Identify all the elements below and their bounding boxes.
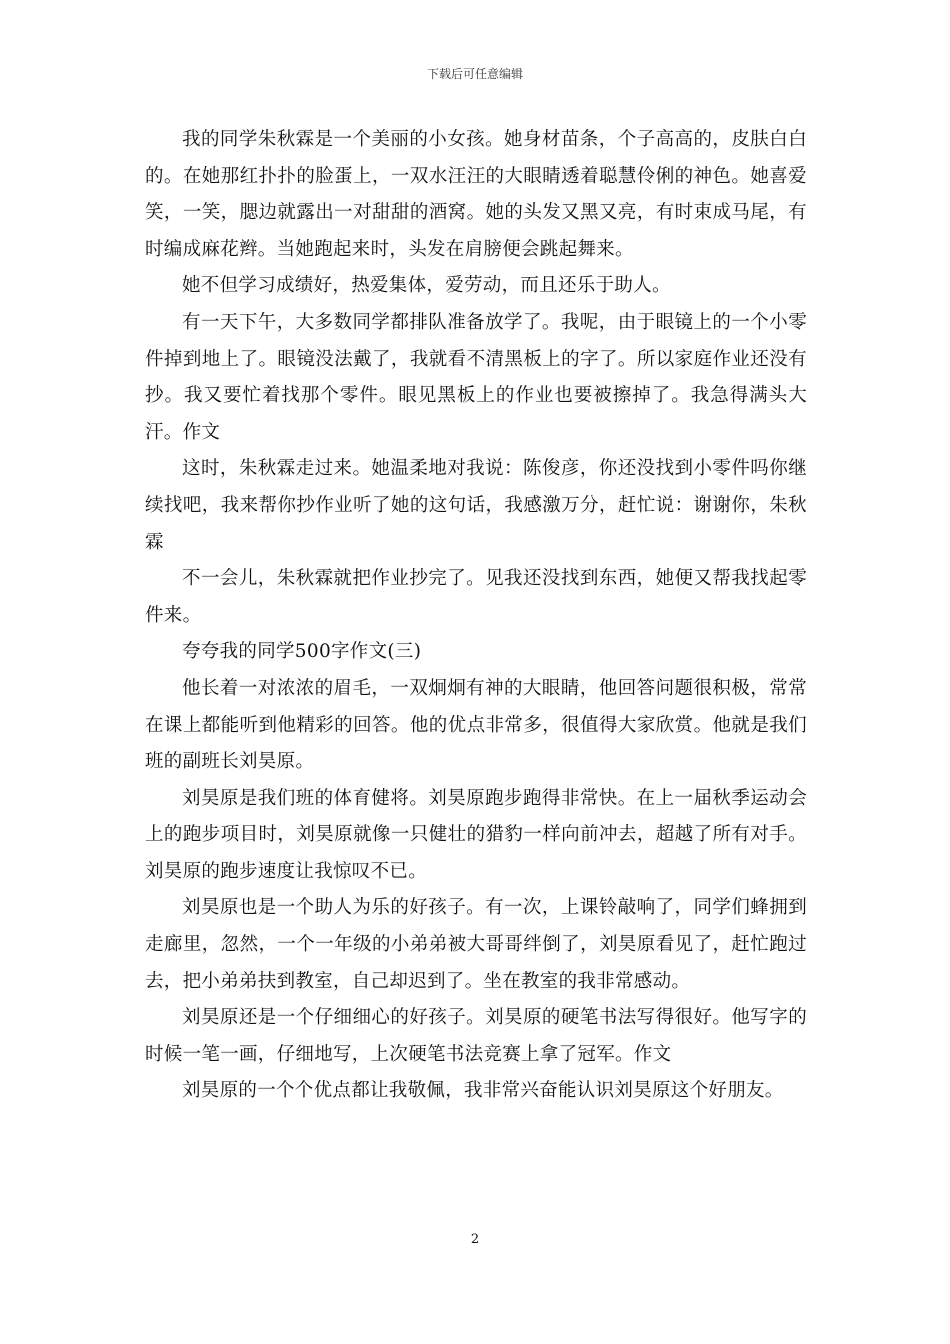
paragraph: 不一会儿，朱秋霖就把作业抄完了。见我还没找到东西，她便又帮我找起零件来。	[145, 568, 807, 626]
paragraph: 刘昊原的一个个优点都让我敬佩，我非常兴奋能认识刘昊原这个好朋友。	[182, 1080, 784, 1102]
paragraph: 有一天下午，大多数同学都排队准备放学了。我呢，由于眼镜上的一个小零件掉到地上了。眼镜没法戴了，我就看不清黑板上的字了。所以家庭作业还没有抄。我又要忙着找那个零件。眼见黑板上的作业也要被擦掉了。我急得满头大汗。作文	[145, 311, 807, 443]
paragraph: 我的同学朱秋霖是一个美丽的小女孩。她身材苗条，个子高高的，皮肤白白的。在她那红扑扑的脸蛋上，一双水汪汪的大眼睛透着聪慧伶俐的神色。她喜爱笑，一笑，腮边就露出一对甜甜的酒窝。她的头发又黑又亮，有时束成马尾，有时编成麻花辫。当她跑起来时，头发在肩膀便会跳起舞来。	[145, 129, 807, 260]
paragraph: 他长着一对浓浓的眉毛，一双炯炯有神的大眼睛，他回答问题很积极，常常在课上都能听到他精彩的回答。他的优点非常多，很值得大家欣赏。他就是我们班的副班长刘昊原。	[145, 677, 807, 773]
paragraph: 刘昊原还是一个仔细细心的好孩子。刘昊原的硬笔书法写得很好。他写字的时候一笔一画，仔细地写，上次硬笔书法竞赛上拿了冠军。作文	[145, 1007, 807, 1065]
page-header: 下载后可任意编辑	[426, 67, 523, 81]
paragraph: 这时，朱秋霖走过来。她温柔地对我说：陈俊彦，你还没找到小零件吗你继续找吧，我来帮你抄作业听了她的这句话，我感激万分，赶忙说：谢谢你，朱秋霖	[145, 458, 807, 553]
paragraph: 刘昊原是我们班的体育健将。刘昊原跑步跑得非常快。在上一届秋季运动会上的跑步项目时，刘昊原就像一只健壮的猎豹一样向前冲去，超越了所有对手。刘昊原的跑步速度让我惊叹不已。	[145, 787, 807, 882]
page-number: 2	[470, 1232, 480, 1247]
paragraph: 刘昊原也是一个助人为乐的好孩子。有一次，上课铃敲响了，同学们蜂拥到走廊里，忽然，一个一年级的小弟弟被大哥哥绊倒了，刘昊原看见了，赶忙跑过去，把小弟弟扶到教室，自己却迟到了。坐在教室的我非常感动。	[145, 897, 807, 992]
document-body	[145, 122, 807, 1110]
section-heading: 夸夸我的同学500字作文(三)	[182, 641, 422, 663]
paragraph: 她不但学习成绩好，热爱集体，爱劳动，而且还乐于助人。	[182, 275, 671, 297]
